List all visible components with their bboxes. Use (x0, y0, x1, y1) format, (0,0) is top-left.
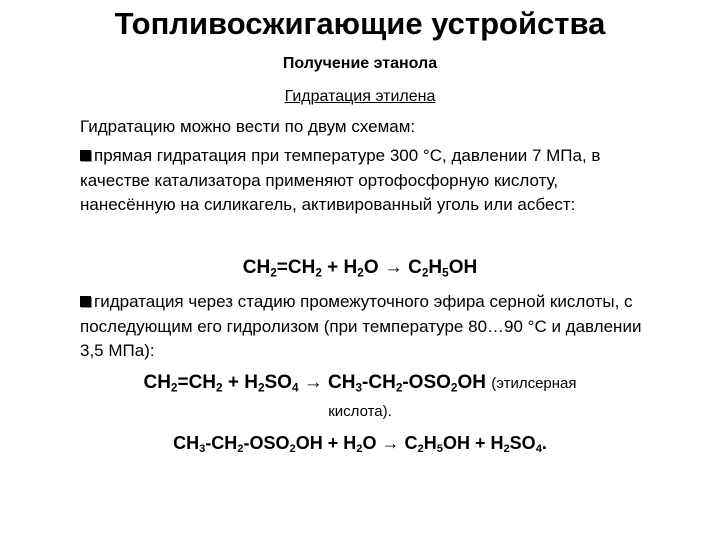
slide-title: Топливосжигающие устройства (114, 6, 606, 41)
equation-note: (этилсерная (491, 375, 577, 392)
bullet-text: прямая гидратация при температуре 300 °С, давлении 7 МПа, в качестве катализатора применяют ортофосфорную кислоту, нанесённую на силикагель, активированный уголь или асбест: (80, 146, 601, 214)
bullet-item-direct-hydration (80, 144, 650, 218)
slide-subtitle: Получение этанола (282, 55, 438, 72)
intro-text: Гидратацию можно вести по двум схемам: (80, 117, 416, 136)
section-heading-text: Гидратация этилена (284, 88, 436, 105)
equation-note-continued: кислота). (328, 403, 392, 420)
section-heading (0, 86, 720, 108)
equation-sulfation: $CH_2=CH_2 + H_2SO_4 \to CH_3-CH_2-OSO_2OH$ (этилсерная (143, 372, 577, 395)
bullet-item-indirect-hydration (80, 290, 650, 364)
equation-direct-hydration: $CH_2=CH_2 + H_2O \to C_2H_5OH$ (242, 257, 478, 280)
square-bullet-icon (80, 296, 91, 307)
square-bullet-icon (80, 150, 91, 161)
bullet-text: гидратация через стадию промежуточного эфира серной кислоты, с последующим его гидролизом (при температуре 80…90 °С и давлении 3,5 МПа): (80, 292, 642, 360)
equation-hydrolysis: $CH_3-CH_2-OSO_2OH + H_2O \to C_2H_5OH + H_2SO_4$. (173, 433, 547, 456)
